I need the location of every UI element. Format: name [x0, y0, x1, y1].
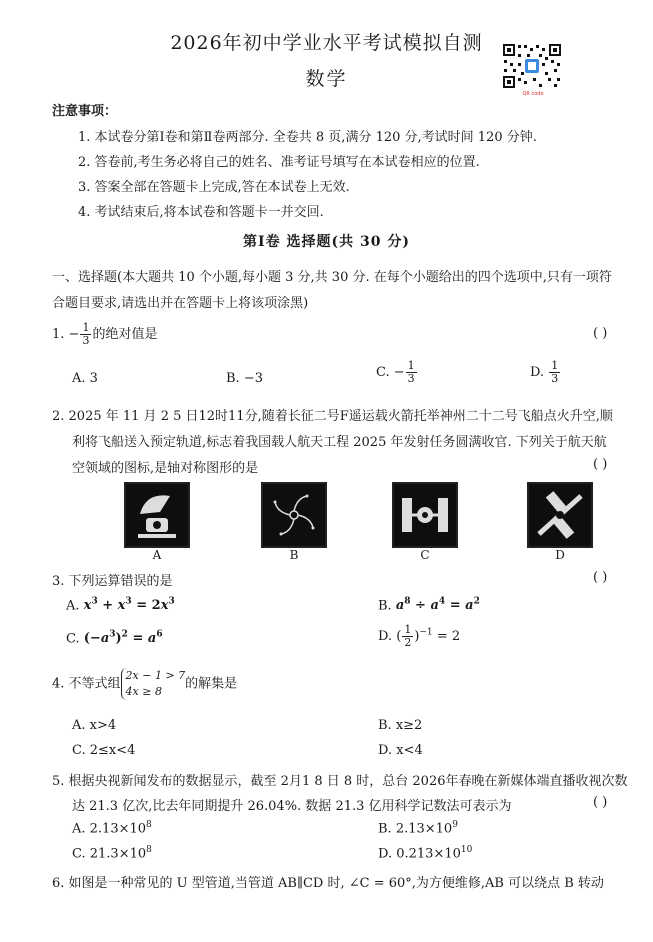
- q4-option-c[interactable]: C. 2≤x<4: [72, 743, 136, 758]
- question-1-stem: 1. − $\frac{1}{3}$ 的绝对值是: [52, 321, 158, 347]
- q3-option-a[interactable]: A. $x^3 + x^3 = 2x^3$: [66, 597, 175, 614]
- question-1-answer-paren[interactable]: ( ): [593, 326, 608, 341]
- icon-label-d: D: [555, 548, 565, 562]
- icon-option-c-space-station[interactable]: [392, 482, 458, 548]
- icon-option-a-satellite-dish[interactable]: [124, 482, 190, 548]
- question-6-line-1: 6. 如图是一种常见的 U 型管道,当管道 AB∥CD 时, ∠C = 60°,为方便维修,AB 可以绕点 B 转动: [52, 876, 604, 891]
- exam-title: 2026年初中学业水平考试模拟自测: [170, 32, 483, 54]
- section-intro-line-2: 合题目要求,请选出并在答题卡上将该项涂黑): [52, 296, 309, 311]
- notice-item-3: 3. 答案全部在答题卡上完成,答在本试卷上无效.: [78, 180, 350, 195]
- q5-option-b[interactable]: B. $2.13\times 10^9$: [378, 820, 458, 837]
- q3-option-b[interactable]: B. $a^8 \div a^4 = a^2$: [378, 597, 480, 614]
- icon-label-a: A: [152, 548, 162, 562]
- icon-label-b: B: [289, 548, 299, 562]
- q1-option-d[interactable]: D. $\frac{1}{3}$: [530, 359, 559, 385]
- question-2-answer-paren[interactable]: ( ): [593, 457, 608, 472]
- q5-option-a[interactable]: A. $2.13\times 10^8$: [72, 820, 152, 837]
- question-3-answer-paren[interactable]: ( ): [593, 570, 608, 585]
- section-title: 第Ⅰ卷 选择题(共 30 分): [243, 234, 410, 250]
- q4-option-b[interactable]: B. x≥2: [378, 718, 423, 733]
- q4-option-a[interactable]: A. x>4: [72, 718, 117, 733]
- question-5-answer-paren[interactable]: ( ): [593, 795, 608, 810]
- notice-item-4: 4. 考试结束后,将本试卷和答题卡一并交回.: [78, 205, 324, 220]
- question-5-line-1: 5. 根据央视新闻发布的数据显示，截至 2月1 8 日 8 时，总台 2026年春晚在新媒体端直播收视次数: [52, 774, 628, 789]
- q1-option-c[interactable]: C. − $\frac{1}{3}$: [376, 359, 415, 385]
- notice-item-1: 1. 本试卷分第Ⅰ卷和第Ⅱ卷两部分. 全卷共 8 页,满分 120 分,考试时间 120 分钟.: [78, 130, 537, 145]
- icon-option-d-satellite[interactable]: [527, 482, 593, 548]
- icon-option-b-spiral[interactable]: [261, 482, 327, 548]
- question-2-line-2: 利将飞船送入预定轨道,标志着我国载人航天工程 2025 年发射任务圆满收官. 下列关于航天航: [72, 435, 607, 450]
- question-2-line-3: 空领域的图标,是轴对称图形的是: [72, 461, 259, 476]
- q1-option-b[interactable]: B. −3: [226, 371, 263, 386]
- question-4-stem: 4. 不等式组 2x − 1 > 7 4x ≥ 8 的解集是: [52, 669, 238, 698]
- q5-option-d[interactable]: D. $0.213\times 10^{10}$: [378, 845, 473, 862]
- inequality-system: 2x − 1 > 7 4x ≥ 8: [121, 668, 186, 700]
- q5-option-c[interactable]: C. $21.3\times 10^8$: [72, 845, 152, 862]
- q3-option-c[interactable]: C. $(-a^3)^2 = a^6$: [66, 630, 163, 647]
- subject-title: 数学: [305, 68, 348, 90]
- notice-heading: 注意事项：: [52, 104, 118, 119]
- question-3-stem: 3. 下列运算错误的是: [52, 574, 173, 589]
- q4-option-d[interactable]: D. x<4: [378, 743, 423, 758]
- q3-option-d[interactable]: D. ( $\frac{1}{2}$ )$^{-1}$ = 2: [378, 623, 461, 649]
- qr-code-image: [501, 42, 563, 90]
- question-2-line-1: 2. 2025 年 11 月 2 5 日12时11分,随着长征二号F遥运载火箭托举神州二十二号飞船点火升空,顺: [52, 409, 613, 424]
- q1-option-a[interactable]: A. 3: [72, 371, 98, 386]
- q1-fraction: $\frac{1}{3}$: [82, 321, 90, 347]
- question-5-line-2: 达 21.3 亿次,比去年同期提升 26.04%. 数据 21.3 亿用科学记数法可表示为: [72, 799, 512, 814]
- qr-caption: QR code: [522, 91, 544, 97]
- section-intro-line-1: 一、选择题(本大题共 10 个小题,每小题 3 分,共 30 分. 在每个小题给出的四个选项中,只有一项符: [52, 270, 612, 285]
- icon-label-c: C: [420, 548, 430, 562]
- notice-item-2: 2. 答卷前,考生务必将自己的姓名、准考证号填写在本试卷相应的位置.: [78, 155, 480, 170]
